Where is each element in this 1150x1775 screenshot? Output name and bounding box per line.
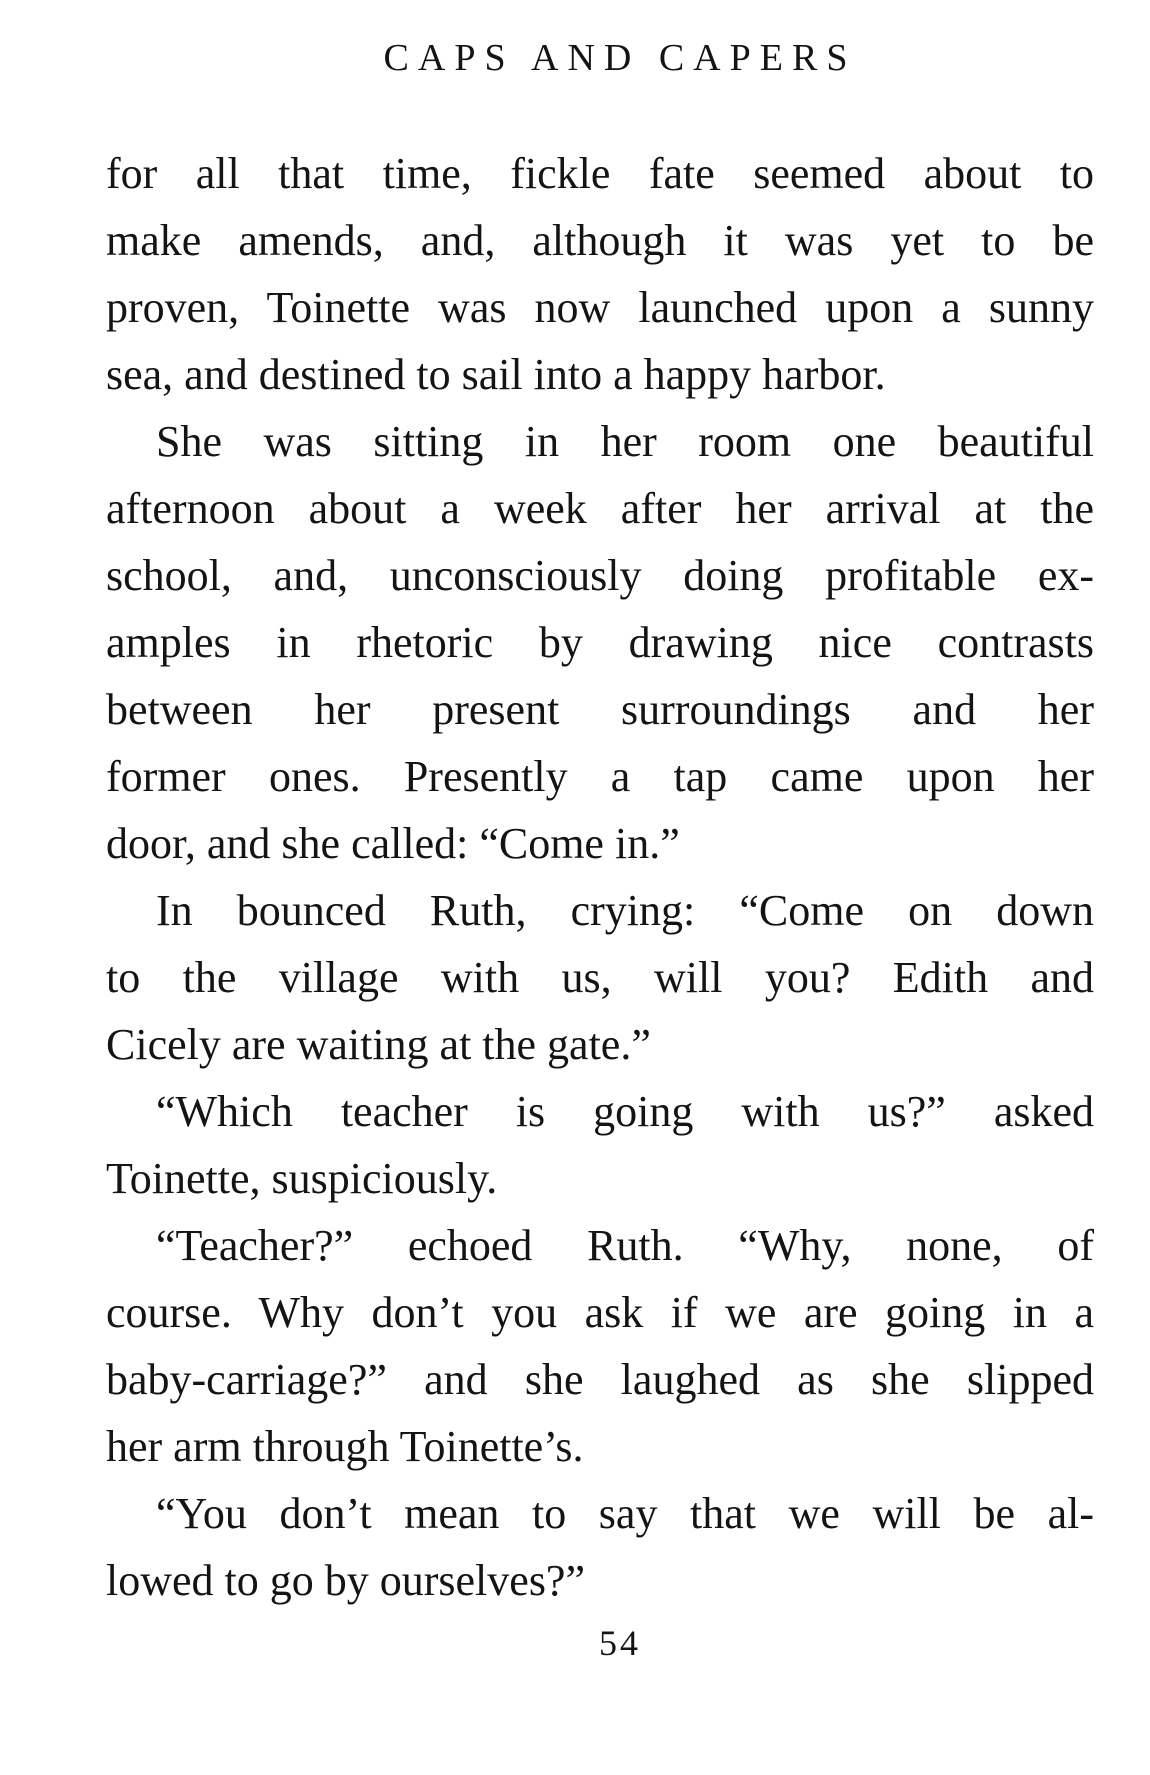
text-line: school, and, unconsciously doing profitable ex- [106,551,1094,600]
paragraph [106,408,1094,877]
text-line: “You don’t mean to say that we will be al- [156,1489,1094,1538]
text-line: lowed to go by ourselves?” [106,1556,585,1605]
text-line: make amends, and, although it was yet to be [106,216,1094,265]
text-line: In bounced Ruth, crying: “Come on down [156,886,1094,935]
body-text [106,140,1094,1614]
text-line: former ones. Presently a tap came upon her [106,752,1094,801]
text-line: course. Why don’t you ask if we are going in a [106,1288,1094,1337]
text-line: Toinette, suspiciously. [106,1154,498,1203]
text-line: Cicely are waiting at the gate.” [106,1020,651,1069]
running-head: CAPS AND CAPERS [383,37,857,79]
text-line: “Teacher?” echoed Ruth. “Why, none, of [156,1221,1094,1270]
text-line: door, and she called: “Come in.” [106,819,680,868]
text-line: for all that time, fickle fate seemed about to [106,149,1094,198]
text-line: sea, and destined to sail into a happy harbor. [106,350,886,399]
text-line: between her present surroundings and her [106,685,1094,734]
text-line: “Which teacher is going with us?” asked [156,1087,1094,1136]
text-line: baby-carriage?” and she laughed as she slipped [106,1355,1094,1404]
text-line: to the village with us, will you? Edith and [106,953,1094,1002]
text-line: proven, Toinette was now launched upon a sunny [106,283,1094,332]
paragraph [106,140,1094,408]
page-number: 54 [599,1623,641,1663]
paragraph [106,877,1094,1078]
paragraph [106,1078,1094,1212]
text-line: afternoon about a week after her arrival at the [106,484,1094,533]
paragraph [106,1480,1094,1614]
text-line: amples in rhetoric by drawing nice contrasts [106,618,1094,667]
paragraph [106,1212,1094,1480]
text-line: her arm through Toinette’s. [106,1422,584,1471]
text-line: She was sitting in her room one beautiful [156,417,1094,466]
